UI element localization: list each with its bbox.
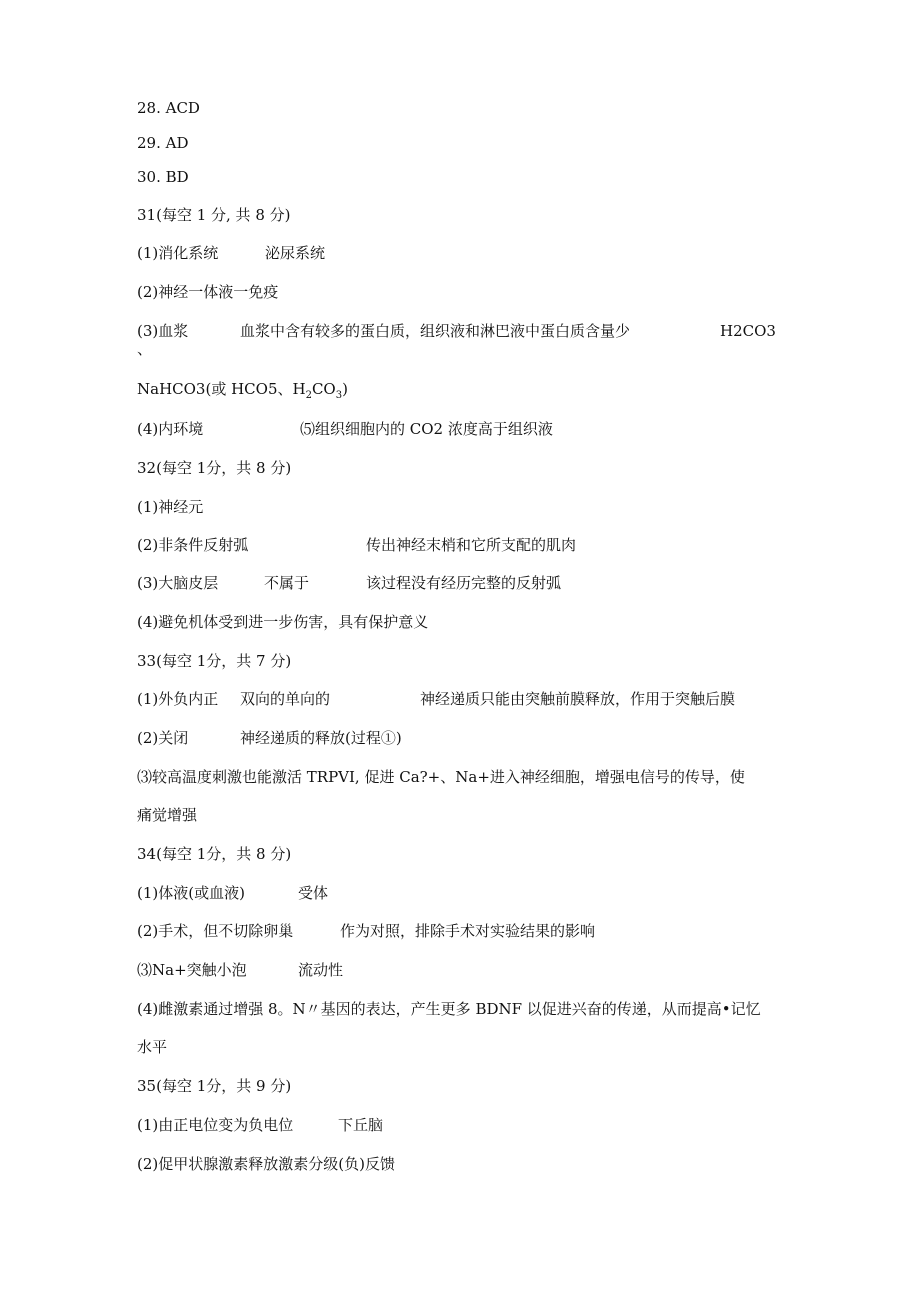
q34-header: 34(每空 1分，共 8 分) xyxy=(137,845,292,863)
q31-header: 31(每空 1 分, 共 8 分) xyxy=(137,206,291,224)
q35-item-2: (2)促甲状腺激素释放激素分级(负)反馈 xyxy=(137,1155,395,1173)
q33-item-2-a: (2)关闭 xyxy=(137,729,189,747)
q31-item-3-cont: NaHCO3(或 HCO5、$H_2CO_3$) xyxy=(137,380,348,401)
q34-item-1-b: 受体 xyxy=(298,884,329,902)
q33-item-1-b: 双向的单向的 xyxy=(240,690,331,708)
q34-item-2-a: (2)手术，但不切除卵巢 xyxy=(137,922,294,940)
q33-item-3-cont: 痛觉增强 xyxy=(137,806,198,824)
q34-item-2-b: 作为对照，排除手术对实验结果的影响 xyxy=(340,922,596,940)
q34-item-3-a: ⑶Na+突触小泡 xyxy=(137,961,247,979)
q33-header: 33(每空 1分，共 7 分) xyxy=(137,652,292,670)
answer-29: 29. AD xyxy=(137,134,189,152)
q32-item-3-b: 不属于 xyxy=(264,574,310,592)
q33-item-1-a: (1)外负内正 xyxy=(137,690,219,708)
q34-item-1-a: (1)体液(或血液) xyxy=(137,884,245,902)
q32-item-2-a: (2)非条件反射弧 xyxy=(137,536,249,554)
q31-item-3-a: (3)血浆 xyxy=(137,322,189,340)
q31-item-5: ⑸组织细胞内的 CO2 浓度高于组织液 xyxy=(300,420,553,438)
q33-item-1-c: 神经递质只能由突触前膜释放，作用于突触后膜 xyxy=(420,690,736,708)
q31-item-1-a: (1)消化系统 xyxy=(137,244,219,262)
q32-header: 32(每空 1分，共 8 分) xyxy=(137,459,292,477)
q32-item-3-c: 该过程没有经历完整的反射弧 xyxy=(366,574,562,592)
q32-item-3-a: (3)大脑皮层 xyxy=(137,574,219,592)
q35-item-1-a: (1)由正电位变为负电位 xyxy=(137,1116,294,1134)
q34-item-4: (4)雌激素通过增强 8。N〃基因的表达，产生更多 BDNF 以促进兴奋的传递，从而提高•记忆 xyxy=(137,1000,761,1018)
q31-item-3-c: H2CO3 xyxy=(720,322,776,340)
q34-item-4-cont: 水平 xyxy=(137,1038,168,1056)
q31-item-1-b: 泌尿系统 xyxy=(265,244,326,262)
q35-header: 35(每空 1分，共 9 分) xyxy=(137,1077,292,1095)
q35-item-1-b: 下丘脑 xyxy=(338,1116,384,1134)
q32-item-2-b: 传出神经末梢和它所支配的肌肉 xyxy=(366,536,577,554)
answer-28: 28. ACD xyxy=(137,99,200,117)
q31-item-4: (4)内环境 xyxy=(137,420,204,438)
q32-item-1: (1)神经元 xyxy=(137,498,204,516)
q32-item-4: (4)避免机体受到进一步伤害，具有保护意义 xyxy=(137,613,429,631)
q33-item-2-b: 神经递质的释放(过程①) xyxy=(240,729,402,747)
answer-30: 30. BD xyxy=(137,168,189,186)
q31-item-2: (2)神经一体液一免疫 xyxy=(137,283,279,301)
q31-item-3-d: 、 xyxy=(137,340,153,358)
q33-item-3: ⑶较高温度刺激也能激活 TRPVI, 促进 Ca?+、Na+进入神经细胞，增强电信号的传导，使 xyxy=(137,768,745,786)
q34-item-3-b: 流动性 xyxy=(298,961,344,979)
q31-item-3-b: 血浆中含有较多的蛋白质，组织液和淋巴液中蛋白质含量少 xyxy=(240,322,631,340)
